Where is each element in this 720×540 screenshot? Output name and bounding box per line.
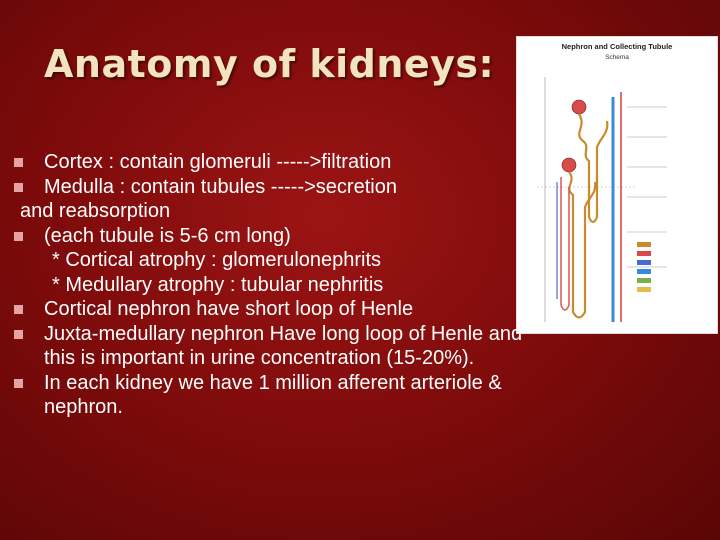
- figure-title: Nephron and Collecting Tubule: [561, 42, 673, 51]
- square-bullet-icon: [14, 379, 23, 388]
- square-bullet-icon: [14, 330, 23, 339]
- bullet-list: [14, 150, 714, 420]
- square-bullet-icon: [14, 183, 23, 192]
- square-bullet-icon: [14, 232, 23, 241]
- list-item-text: In each kidney we have 1 million afferent arteriole &: [44, 371, 502, 394]
- sub-item: * Medullary atrophy : tubular nephritis: [52, 273, 384, 296]
- list-item-continuation: and reabsorption: [20, 200, 171, 222]
- sub-item: * Cortical atrophy : glomerulonephrits: [52, 249, 382, 271]
- list-item: [14, 297, 714, 322]
- list-item-text: Cortex : contain glomeruli ----->filtration: [44, 151, 392, 173]
- list-item-text: Cortical nephron have short loop of Henle: [44, 298, 414, 320]
- square-bullet-icon: [14, 158, 23, 167]
- list-item: [14, 371, 714, 396]
- list-item: [14, 224, 714, 249]
- list-item: [14, 175, 714, 200]
- square-bullet-icon: [14, 305, 23, 314]
- list-item: [14, 150, 714, 175]
- list-item-text: Medulla : contain tubules ----->secretion: [44, 175, 397, 198]
- list-item-continuation: this is important in urine concentration (15-20%).: [44, 347, 475, 369]
- figure-subtitle: Schema: [605, 54, 629, 61]
- list-item: [14, 322, 714, 347]
- glomerulus-icon: [572, 100, 586, 114]
- list-item-text: Juxta-medullary nephron Have long loop of Henle and: [44, 322, 523, 345]
- list-item-text: (each tubule is 5-6 cm long): [44, 224, 291, 247]
- list-item-continuation: nephron.: [44, 396, 123, 418]
- slide-title: Anatomy of kidneys:: [44, 42, 495, 86]
